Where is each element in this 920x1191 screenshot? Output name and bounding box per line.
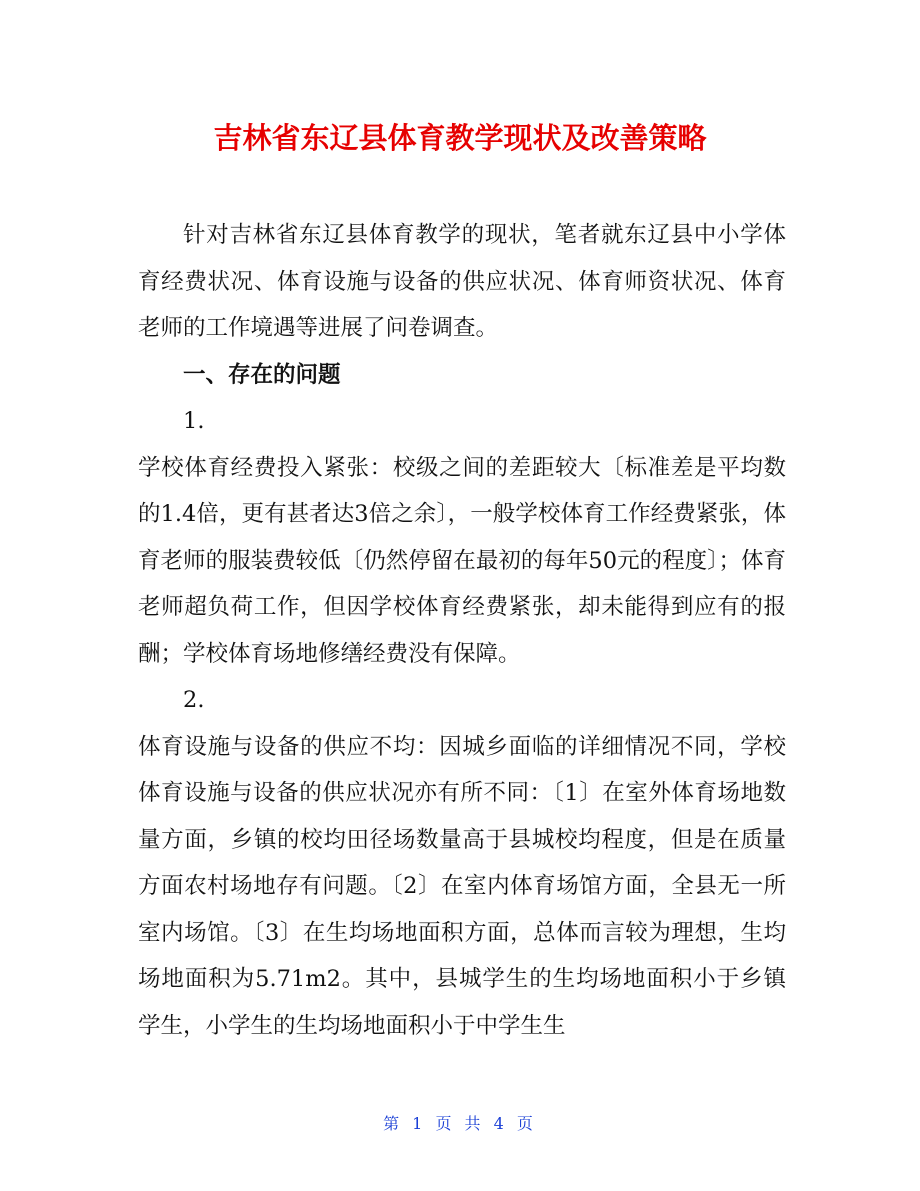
item-number-2: 2. (183, 687, 205, 713)
item-paragraph-1: 学校体育经费投入紧张：校级之间的差距较大〔标准差是平均数的1.4倍，更有甚者达3倍之余〕，一般学校体育工作经费紧张，体育老师的服装费较低〔仍然停留在最初的每年50元的程度〕；体育老师超负荷工作，但因学校体育经费紧张，却未能得到应有的报酬；学校体育场地修缮经费没有保障。 (138, 454, 786, 667)
item-number-1: 1. (183, 408, 205, 434)
intro-paragraph: 针对吉林省东辽县体育教学的现状，笔者就东辽县中小学体育经费状况、体育设施与设备的供应状况、体育师资状况、体育老师的工作境遇等进展了问卷调查。 (138, 222, 786, 341)
page-footer: 第 1 页 共 4 页 (383, 1114, 537, 1133)
document-body (138, 212, 786, 1049)
section-heading-problems: 一、存在的问题 (183, 361, 341, 388)
document-title: 吉林省东辽县体育教学现状及改善策略 (213, 121, 707, 155)
item-paragraph-2: 体育设施与设备的供应不均：因城乡面临的详细情况不同，学校体育设施与设备的供应状况亦有所不同：〔1〕在室外体育场地数量方面，乡镇的校均田径场数量高于县城校均程度，但是在质量方面农村场地存有问题。〔2〕在室内体育场馆方面，全县无一所室内场馆。〔3〕在生均场地面积方面，总体而言较为理想，生均场地面积为5.71m2。其中，县城学生的生均场地面积小于乡镇学生，小学生的生均场地面积小于中学生生 (138, 733, 786, 1039)
